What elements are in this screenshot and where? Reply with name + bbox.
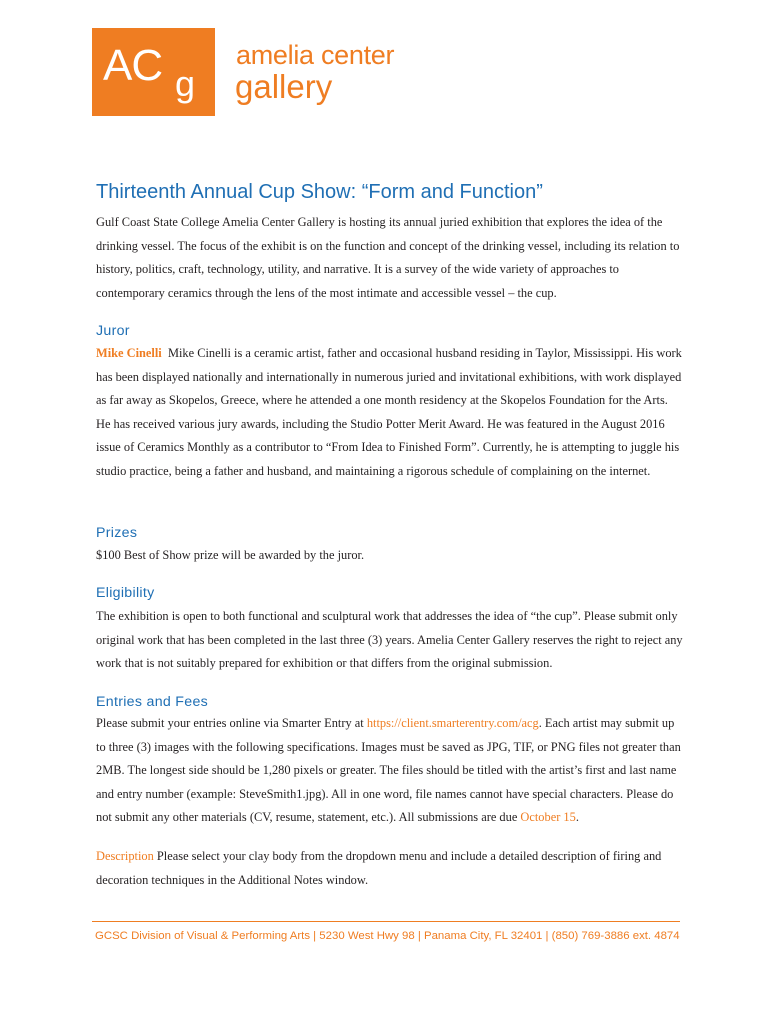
entries-paragraph [96, 712, 684, 830]
eligibility-paragraph: The exhibition is open to both functional and sculptural work that addresses the idea of “the cup”. Please submit only original work that has been completed in the last three (3) years. Amelia Center Gallery reserves the right to reject any work that is not suitably prepared for exhibition or that differs from the original submission. [96, 609, 683, 670]
juror-bio: Mike Cinelli is a ceramic artist, father and occasional husband residing in Taylor, Mississippi. His work has been displayed nationally and internationally in numerous juried and invitational exhibitions, with work displayed as far away as Skopelos, Greece, where he attended a one month residency at the Skopelos Foundation for the Arts. He has received various jury awards, including the Studio Potter Merit Award. He was featured in the August 2016 issue of Ceramics Monthly as a contributor to “From Idea to Finished Form”. Currently, he is attempting to juggle his studio practice, being a father and husband, and maintaining a rigorous schedule of complaining on the internet. [96, 346, 682, 478]
logo-name-line2: gallery [235, 68, 333, 105]
description-paragraph [96, 845, 684, 892]
juror-heading: Juror [96, 323, 130, 339]
juror-name: Mike Cinelli [96, 346, 162, 360]
footer-contact: GCSC Division of Visual & Performing Arts | 5230 West Hwy 98 | Panama City, FL 32401 | (850) 769-3886 ext. 4874 [95, 930, 680, 942]
intro-paragraph: Gulf Coast State College Amelia Center Gallery is hosting its annual juried exhibition that explores the idea of the drinking vessel. The focus of the exhibit is on the function and concept of the drinking vessel, including its relation to history, politics, craft, technology, utility, and narrative. It is a survey of the wide variety of approaches to contemporary ceramics through the lens of the most intimate and accessible vessel – the cup. [96, 215, 680, 300]
due-date: October 15 [520, 810, 576, 824]
prizes-heading: Prizes [96, 525, 138, 541]
page-title: Thirteenth Annual Cup Show: “Form and Function” [96, 181, 543, 203]
entries-text-intro: Please submit your entries online via Smarter Entry at [96, 716, 367, 730]
logo-name-line1: amelia center [236, 40, 395, 70]
juror-paragraph [96, 342, 684, 483]
logo-mark-ac: AC [103, 41, 163, 90]
smarter-entry-link[interactable]: https://client.smarterentry.com/acg [366, 716, 539, 730]
description-text: Please select your clay body from the dropdown menu and include a detailed description of firing and decoration techniques in the Additional Notes window. [96, 849, 662, 887]
prizes-paragraph: $100 Best of Show prize will be awarded by the juror. [96, 548, 365, 562]
entries-text-end: . [575, 810, 579, 824]
entries-text-body: . Each artist may submit up to three (3) images with the following specifications. Images must be saved as JPG, TIF, or PNG files not greater than 2MB. The longest side should be 1,280 pixels or greater. The files should be titled with the artist’s first and last name and entry number (example: SteveSmith1.jpg). All in one word, file names cannot have special characters. Please do not submit any other materials (CV, resume, statement, etc.). All submissions are due [96, 716, 681, 824]
eligibility-heading: Eligibility [96, 585, 155, 601]
logo-mark-g: g [175, 63, 196, 104]
gallery-logo [92, 28, 215, 116]
description-label: Description [96, 849, 154, 863]
footer-divider [92, 921, 680, 922]
entries-heading: Entries and Fees [96, 694, 209, 710]
